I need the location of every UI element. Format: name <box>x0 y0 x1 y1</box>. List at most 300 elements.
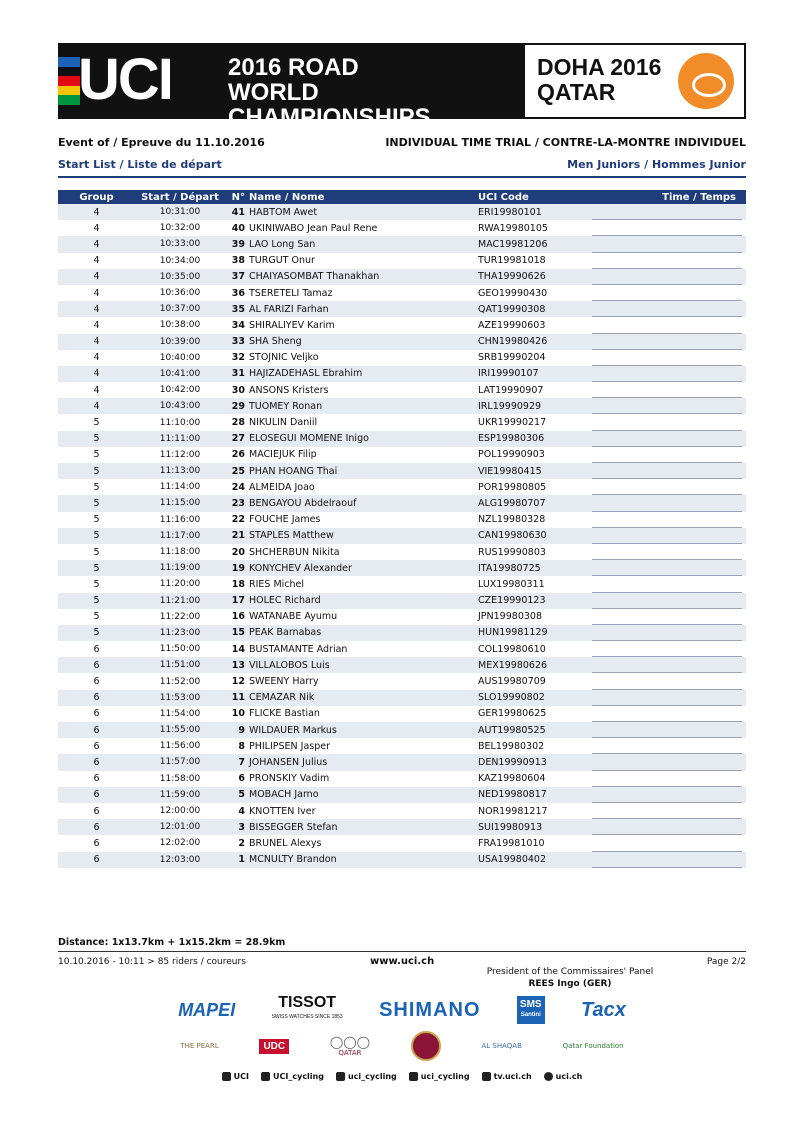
cell-code: MAC19981206 <box>478 238 548 250</box>
cell-time <box>592 285 742 301</box>
cell-start: 11:22:00 <box>159 611 201 622</box>
cell-name: MOBACH Jarno <box>249 789 319 801</box>
cell-start: 10:43:00 <box>159 401 201 412</box>
cell-num: 14 <box>231 643 245 655</box>
cell-start: 11:51:00 <box>159 660 201 671</box>
cell-time <box>592 576 742 592</box>
header-num: N° <box>231 191 245 203</box>
cell-code: QAT19990308 <box>478 303 546 315</box>
cell-start: 11:23:00 <box>159 627 201 638</box>
cell-start: 10:39:00 <box>159 336 201 347</box>
cell-name: FOUCHE James <box>249 514 321 526</box>
cell-num: 30 <box>231 384 245 396</box>
header-banner <box>58 43 746 131</box>
cell-time <box>592 512 742 528</box>
instagram-icon <box>336 1072 345 1081</box>
qoc-label: QATAR <box>338 1049 362 1057</box>
cell-start: 11:53:00 <box>159 692 201 703</box>
cell-name: TSERETELI Tamaz <box>249 287 333 299</box>
table-row <box>58 512 746 528</box>
table-row <box>58 495 746 511</box>
cell-name: BENGAYOU Abdelraouf <box>249 497 357 509</box>
list-title: Start List / Liste de départ <box>58 158 222 171</box>
cell-num: 16 <box>231 611 245 623</box>
cell-code: GEO19990430 <box>478 287 548 299</box>
cell-num: 13 <box>231 659 245 671</box>
sms-line1: SMS <box>519 999 542 1010</box>
table-row <box>58 609 746 625</box>
cell-group: 5 <box>93 433 100 445</box>
header-code: UCI Code <box>478 191 529 203</box>
cell-start: 10:42:00 <box>159 385 201 396</box>
cell-start: 10:31:00 <box>159 207 201 218</box>
social-link[interactable] <box>261 1072 324 1081</box>
cell-name: LAO Long San <box>249 238 316 250</box>
cell-name: UKINIWABO Jean Paul Rene <box>249 222 378 234</box>
page-number: Page 2/2 <box>706 957 746 967</box>
cell-group: 6 <box>93 676 100 688</box>
table-row <box>58 366 746 382</box>
cell-start: 11:50:00 <box>159 644 201 655</box>
title-line1: 2016 ROAD <box>228 54 359 81</box>
cell-code: SUI19980913 <box>478 821 543 833</box>
cell-group: 5 <box>93 562 100 574</box>
cell-start: 11:54:00 <box>159 708 201 719</box>
cell-time <box>592 253 742 269</box>
cell-time <box>592 690 742 706</box>
cell-num: 12 <box>231 676 245 688</box>
cell-group: 6 <box>93 756 100 768</box>
table-row <box>58 835 746 851</box>
cell-num: 33 <box>231 336 245 348</box>
race-type: INDIVIDUAL TIME TRIAL / CONTRE-LA-MONTRE INDIVIDUEL <box>385 136 746 149</box>
udc-logo: UDC <box>259 1039 289 1054</box>
cell-start: 11:19:00 <box>159 563 201 574</box>
cell-group: 5 <box>93 611 100 623</box>
cell-time <box>592 560 742 576</box>
commissaire-title: President of the Commissaires' Panel <box>486 967 654 977</box>
cell-group: 5 <box>93 497 100 509</box>
cell-start: 10:38:00 <box>159 320 201 331</box>
cell-name: PEAK Barnabas <box>249 627 322 639</box>
cell-start: 10:33:00 <box>159 239 201 250</box>
cell-name: PHAN HOANG Thai <box>249 465 338 477</box>
social-label: uci_cycling <box>420 1072 470 1081</box>
cell-group: 5 <box>93 449 100 461</box>
cell-start: 10:36:00 <box>159 288 201 299</box>
cell-name: CHAIYASOMBAT Thanakhan <box>249 271 380 283</box>
mapei-logo: MAPEI <box>178 999 236 1020</box>
cell-start: 12:02:00 <box>159 838 201 849</box>
cell-num: 31 <box>231 368 245 380</box>
cyclist-logo-icon <box>678 53 734 109</box>
cell-group: 5 <box>93 595 100 607</box>
table-row <box>58 301 746 317</box>
table-row <box>58 544 746 560</box>
category: Men Juniors / Hommes Junior <box>567 158 746 171</box>
cell-name: PRONSKIY Vadim <box>249 773 330 785</box>
cell-start: 11:18:00 <box>159 547 201 558</box>
social-links <box>160 1072 644 1081</box>
cell-start: 11:59:00 <box>159 789 201 800</box>
cell-name: CEMAZAR Nik <box>249 692 315 704</box>
cell-name: KONYCHEV Alexander <box>249 562 352 574</box>
cell-num: 41 <box>231 206 245 218</box>
cell-group: 6 <box>93 789 100 801</box>
cell-code: KAZ19980604 <box>478 773 546 785</box>
sms-line2: Santini <box>520 1012 541 1018</box>
cell-group: 6 <box>93 740 100 752</box>
cell-group: 4 <box>93 287 100 299</box>
cell-start: 10:32:00 <box>159 223 201 234</box>
cell-group: 6 <box>93 692 100 704</box>
table-row <box>58 657 746 673</box>
cell-name: ANSONS Kristers <box>249 384 329 396</box>
header-start: Start / Départ <box>141 191 219 203</box>
cell-name: STAPLES Matthew <box>249 530 334 542</box>
cell-name: SHCHERBUN Nikita <box>249 546 340 558</box>
cell-time <box>592 835 742 851</box>
cell-group: 5 <box>93 627 100 639</box>
cell-group: 6 <box>93 773 100 785</box>
cell-time <box>592 447 742 463</box>
cell-time <box>592 852 742 868</box>
cell-num: 17 <box>231 595 245 607</box>
cell-start: 11:56:00 <box>159 741 201 752</box>
cell-group: 4 <box>93 222 100 234</box>
cell-time <box>592 479 742 495</box>
cell-num: 1 <box>238 854 245 866</box>
cell-code: AUT19980525 <box>478 724 546 736</box>
table-row <box>58 431 746 447</box>
header-group: Group <box>79 191 114 203</box>
uci-logo: UCI <box>78 47 172 112</box>
cell-time <box>592 819 742 835</box>
cell-code: HUN19981129 <box>478 627 548 639</box>
cell-name: NIKULIN Daniil <box>249 417 318 429</box>
cell-num: 35 <box>231 303 245 315</box>
cell-group: 4 <box>93 400 100 412</box>
cell-start: 10:40:00 <box>159 352 201 363</box>
table-row <box>58 382 746 398</box>
cell-group: 4 <box>93 238 100 250</box>
cell-num: 15 <box>231 627 245 639</box>
table-row <box>58 673 746 689</box>
cell-time <box>592 220 742 236</box>
event-info-row <box>58 136 746 149</box>
table-row <box>58 803 746 819</box>
cell-start: 11:11:00 <box>159 433 201 444</box>
social-link[interactable] <box>222 1072 249 1081</box>
cell-time <box>592 269 742 285</box>
cell-group: 4 <box>93 255 100 267</box>
cell-name: JOHANSEN Julius <box>249 756 328 768</box>
cell-start: 12:01:00 <box>159 822 201 833</box>
cell-time <box>592 673 742 689</box>
cell-group: 5 <box>93 578 100 590</box>
cell-code: RWA19980105 <box>478 222 548 234</box>
social-link[interactable] <box>409 1072 470 1081</box>
cell-name: HOLEC Richard <box>249 595 321 607</box>
cell-code: NOR19981217 <box>478 805 548 817</box>
list-info-row <box>58 158 746 171</box>
cell-code: DEN19990913 <box>478 756 547 768</box>
cell-start: 10:37:00 <box>159 304 201 315</box>
sms-santini-logo <box>517 996 545 1024</box>
cell-name: MACIEJUK Filip <box>249 449 317 461</box>
website-link[interactable]: www.uci.ch <box>370 956 435 967</box>
cell-num: 10 <box>231 708 245 720</box>
cell-num: 39 <box>231 238 245 250</box>
cell-group: 6 <box>93 724 100 736</box>
uci-stripes <box>58 57 80 105</box>
tissot-name: TISSOT <box>278 994 337 1011</box>
table-row <box>58 641 746 657</box>
cell-code: CAN19980630 <box>478 530 547 542</box>
cell-group: 4 <box>93 303 100 315</box>
cell-code: MEX19980626 <box>478 659 548 671</box>
cell-code: CZE19990123 <box>478 595 546 607</box>
cell-start: 11:20:00 <box>159 579 201 590</box>
shimano-logo: SHIMANO <box>379 998 481 1021</box>
cell-code: VIE19980415 <box>478 465 542 477</box>
distance: Distance: 1x13.7km + 1x15.2km = 28.9km <box>58 937 286 948</box>
cell-name: HAJIZADEHASL Ebrahim <box>249 368 363 380</box>
cell-code: LUX19980311 <box>478 578 545 590</box>
cell-num: 5 <box>238 789 245 801</box>
cell-group: 4 <box>93 319 100 331</box>
table-row <box>58 852 746 868</box>
social-link[interactable] <box>544 1072 583 1081</box>
cell-name: ALMEIDA Joao <box>249 481 315 493</box>
social-label: UCI <box>233 1072 250 1081</box>
cell-time <box>592 593 742 609</box>
cell-time <box>592 625 742 641</box>
cell-group: 5 <box>93 530 100 542</box>
social-label: uci.ch <box>555 1072 583 1081</box>
cell-time <box>592 236 742 252</box>
cell-code: POL19990903 <box>478 449 545 461</box>
header-divider <box>58 176 746 178</box>
cell-code: JPN19980308 <box>478 611 542 623</box>
cell-num: 11 <box>231 692 245 704</box>
cell-num: 21 <box>231 530 245 542</box>
tissot-tagline: SWISS WATCHES SINCE 1853 <box>271 1014 343 1020</box>
championship-title <box>228 55 525 130</box>
cell-code: AZE19990603 <box>478 319 546 331</box>
cell-time <box>592 414 742 430</box>
cell-num: 19 <box>231 562 245 574</box>
table-row <box>58 285 746 301</box>
cell-num: 28 <box>231 417 245 429</box>
cell-group: 5 <box>93 481 100 493</box>
cell-code: COL19980610 <box>478 643 546 655</box>
cell-time <box>592 787 742 803</box>
cell-group: 6 <box>93 659 100 671</box>
cell-code: TUR19981018 <box>478 255 546 267</box>
pearl-logo: THE PEARL <box>180 1042 219 1050</box>
cell-group: 6 <box>93 643 100 655</box>
cell-code: LAT19990907 <box>478 384 544 396</box>
cell-num: 27 <box>231 433 245 445</box>
cell-name: BUSTAMANTE Adrian <box>249 643 348 655</box>
cell-code: ALG19980707 <box>478 497 546 509</box>
cell-group: 4 <box>93 206 100 218</box>
cell-time <box>592 771 742 787</box>
table-row <box>58 220 746 236</box>
cell-time <box>592 657 742 673</box>
cell-code: BEL19980302 <box>478 740 545 752</box>
cell-num: 9 <box>238 724 245 736</box>
table-row <box>58 269 746 285</box>
cell-start: 11:21:00 <box>159 595 201 606</box>
cell-code: RUS19990803 <box>478 546 546 558</box>
table-row <box>58 528 746 544</box>
cell-code: CHN19980426 <box>478 336 548 348</box>
uci-banner <box>58 43 525 131</box>
cell-group: 6 <box>93 805 100 817</box>
header-time: Time / Temps <box>662 191 736 203</box>
twitter-icon <box>261 1072 270 1081</box>
cell-group: 4 <box>93 368 100 380</box>
cell-code: POR19980805 <box>478 481 547 493</box>
cell-num: 32 <box>231 352 245 364</box>
table-header <box>58 190 746 204</box>
host-line2: QATAR <box>537 79 616 105</box>
cell-group: 6 <box>93 854 100 866</box>
cell-name: VILLALOBOS Luis <box>249 659 330 671</box>
cell-name: SWEENY Harry <box>249 676 319 688</box>
cell-code: SLO19990802 <box>478 692 545 704</box>
social-link[interactable] <box>336 1072 397 1081</box>
cell-start: 11:17:00 <box>159 530 201 541</box>
cell-group: 6 <box>93 837 100 849</box>
social-link[interactable] <box>482 1072 532 1081</box>
cell-group: 4 <box>93 352 100 364</box>
social-label: UCI_cycling <box>273 1072 324 1081</box>
cell-code: ITA19980725 <box>478 562 541 574</box>
cell-group: 5 <box>93 465 100 477</box>
cell-time <box>592 366 742 382</box>
table-row <box>58 560 746 576</box>
table-body <box>58 204 746 868</box>
cell-start: 11:13:00 <box>159 466 201 477</box>
host-banner <box>525 43 746 119</box>
table-row <box>58 479 746 495</box>
table-row <box>58 414 746 430</box>
table-row <box>58 204 746 220</box>
tissot-logo <box>272 996 343 1024</box>
cell-start: 10:41:00 <box>159 368 201 379</box>
cell-time <box>592 738 742 754</box>
facebook-icon <box>222 1072 231 1081</box>
cell-time <box>592 641 742 657</box>
cell-code: IRL19990929 <box>478 400 542 412</box>
cell-name: SHIRALIYEV Karim <box>249 319 335 331</box>
timestamp: 10.10.2016 - 10:11 > 85 riders / coureurs <box>58 957 246 967</box>
cell-time <box>592 706 742 722</box>
cell-time <box>592 722 742 738</box>
cell-group: 4 <box>93 336 100 348</box>
cell-start: 10:35:00 <box>159 271 201 282</box>
host-title <box>537 55 661 105</box>
table-row <box>58 593 746 609</box>
cell-start: 11:16:00 <box>159 514 201 525</box>
commissaire-name: REES Ingo (GER) <box>528 979 612 989</box>
cell-group: 5 <box>93 514 100 526</box>
cell-code: ERI19980101 <box>478 206 542 218</box>
cell-group: 5 <box>93 546 100 558</box>
commissaire-block <box>470 966 670 990</box>
cell-name: BISSEGGER Stefan <box>249 821 338 833</box>
cell-start: 11:10:00 <box>159 417 201 428</box>
header-name: Name / Nome <box>249 191 325 203</box>
cell-start: 11:12:00 <box>159 449 201 460</box>
olympic-rings-icon: ◯◯◯ <box>329 1035 371 1049</box>
table-row <box>58 447 746 463</box>
social-label: tv.uci.ch <box>493 1072 532 1081</box>
cell-num: 18 <box>231 578 245 590</box>
social-label: uci_cycling <box>347 1072 397 1081</box>
table-row <box>58 754 746 770</box>
event-date: Event of / Epreuve du 11.10.2016 <box>58 136 265 149</box>
cell-time <box>592 463 742 479</box>
cell-code: NZL19980328 <box>478 514 546 526</box>
cell-code: FRA19981010 <box>478 837 545 849</box>
cell-time <box>592 334 742 350</box>
cell-num: 8 <box>238 740 245 752</box>
cell-num: 4 <box>238 805 245 817</box>
cell-group: 6 <box>93 708 100 720</box>
table-row <box>58 463 746 479</box>
cell-num: 7 <box>238 756 245 768</box>
table-row <box>58 625 746 641</box>
table-row <box>58 706 746 722</box>
table-row <box>58 738 746 754</box>
cell-name: BRUNEL Alexys <box>249 837 322 849</box>
cell-start: 12:03:00 <box>159 854 201 865</box>
cell-time <box>592 803 742 819</box>
cell-num: 6 <box>238 773 245 785</box>
cell-start: 11:14:00 <box>159 482 201 493</box>
cell-name: TURGUT Onur <box>249 255 315 267</box>
cell-start: 11:57:00 <box>159 757 201 768</box>
cell-code: UKR19990217 <box>478 417 547 429</box>
cell-code: USA19980402 <box>478 854 547 866</box>
cell-start: 11:15:00 <box>159 498 201 509</box>
cell-time <box>592 317 742 333</box>
cell-num: 22 <box>231 514 245 526</box>
alshaqab-logo: AL SHAQAB <box>481 1042 522 1050</box>
cell-group: 4 <box>93 384 100 396</box>
cell-time <box>592 754 742 770</box>
table-row <box>58 722 746 738</box>
cell-name: FLICKE Bastian <box>249 708 320 720</box>
cell-name: KNOTTEN Iver <box>249 805 316 817</box>
table-row <box>58 819 746 835</box>
table-row <box>58 398 746 414</box>
cell-time <box>592 398 742 414</box>
cell-num: 40 <box>231 222 245 234</box>
sponsor-row-2 <box>160 1026 644 1066</box>
cell-time <box>592 544 742 560</box>
cell-group: 4 <box>93 271 100 283</box>
cell-name: WILDAUER Markus <box>249 724 337 736</box>
cell-num: 38 <box>231 255 245 267</box>
cell-start: 11:55:00 <box>159 725 201 736</box>
cell-name: MCNULTY Brandon <box>249 854 337 866</box>
tacx-logo: Tacx <box>580 998 626 1021</box>
